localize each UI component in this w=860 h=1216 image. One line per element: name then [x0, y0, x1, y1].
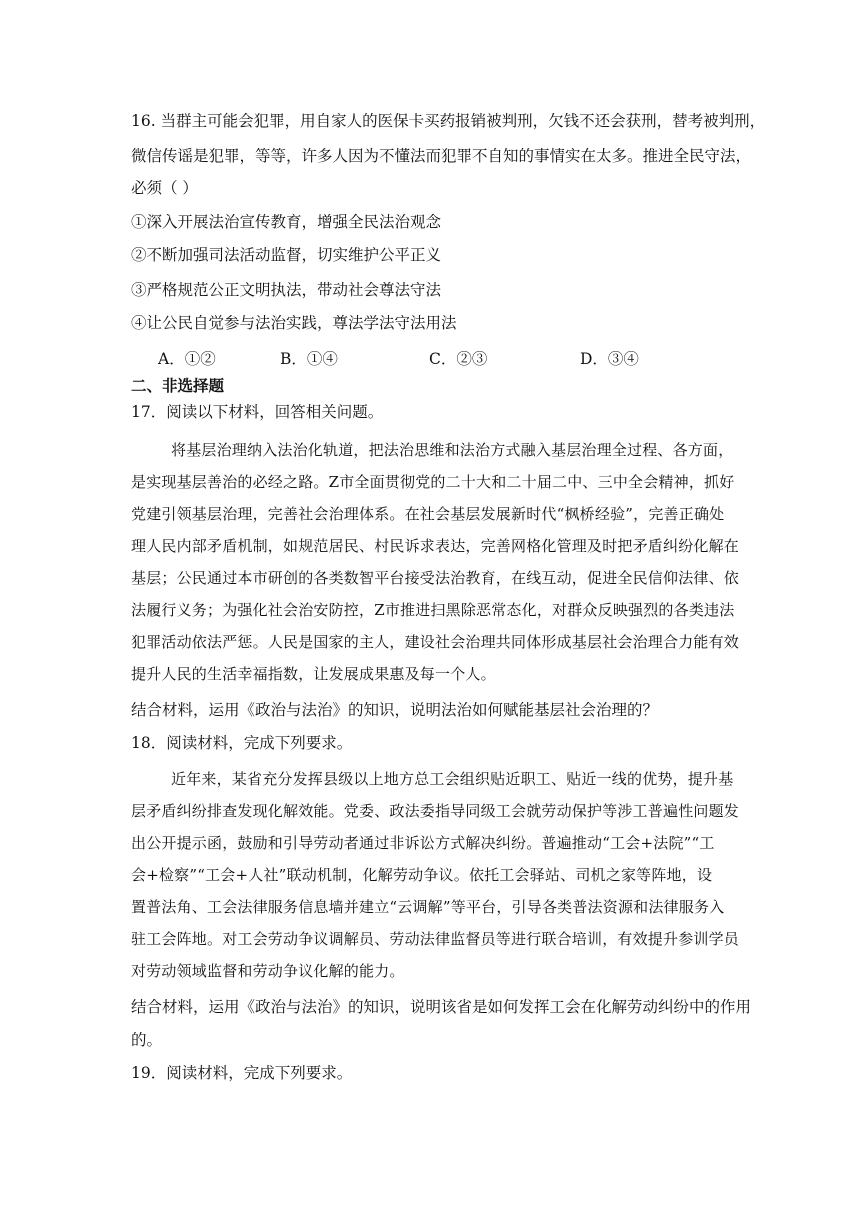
q19-stem: 19．阅读材料，完成下列要求。: [131, 1064, 353, 1082]
q16-item-2: ②不断加强司法活动监督，切实维护公平正义: [131, 246, 442, 264]
option-b: B．①④: [280, 350, 338, 368]
q18-question-line-2: 的。: [131, 1031, 163, 1049]
q16-options: [131, 347, 731, 369]
q18-material-line: 层矛盾纠纷排查发现化解效能。党委、政法委指导同级工会就劳动保护等涉工普遍性问题发: [131, 802, 740, 820]
q18-stem: 18．阅读材料，完成下列要求。: [131, 734, 353, 752]
q18-material-line: 驻工会阵地。对工会劳动争议调解员、劳动法律监督员等进行联合培训，有效提升参训学员: [131, 930, 740, 948]
q17-material-line: 理人民内部矛盾机制，如规范居民、村民诉求表达，完善网格化管理及时把矛盾纠纷化解在: [131, 537, 740, 555]
q17-material-line: 法履行义务；为强化社会治安防控，Z市推进扫黑除恶常态化，对群众反映强烈的各类违法: [131, 601, 735, 619]
q16-stem-line-1: 16. 当群主可能会犯罪，用自家人的医保卡买药报销被判刑，欠钱不还会获刑，替考被判刑，: [131, 112, 766, 130]
q17-material-line: 基层；公民通过本市研创的各类数智平台接受法治教育，在线互动，促进全民信仰法律、依: [131, 569, 740, 587]
q16-item-4: ④让公民自觉参与法治实践，尊法学法守法用法: [131, 314, 457, 332]
option-d: D．③④: [580, 350, 639, 368]
q17-stem: 17．阅读以下材料，回答相关问题。: [131, 403, 384, 421]
q16-item-1: ①深入开展法治宣传教育，增强全民法治观念: [131, 213, 442, 231]
q18-material-line: 出公开提示函，鼓励和引导劳动者通过非诉讼方式解决纠纷。普遍推动“工会+法院”“工: [131, 834, 715, 852]
q18-material-line: 置普法角、工会法律服务信息墙并建立“云调解”等平台，引导各类普法资源和法律服务入: [131, 898, 725, 916]
q18-material-line: 对劳动领域监督和劳动争议化解的能力。: [131, 962, 405, 980]
section-heading: 二、非选择题: [131, 376, 225, 395]
option-c: C．②③: [429, 350, 488, 368]
q17-material-line: 提升人民的生活幸福指数，让发展成果惠及每一个人。: [131, 665, 496, 683]
q16-item-3: ③严格规范公正文明执法，带动社会尊法守法: [131, 281, 442, 299]
q16-stem-line-3: 必须（ ）: [131, 179, 198, 197]
q18-question-line-1: 结合材料，运用《政治与法治》的知识，说明该省是如何发挥工会在化解劳动纠纷中的作用: [131, 998, 752, 1016]
q17-question: 结合材料，运用《政治与法治》的知识，说明法治如何赋能基层社会治理的？: [131, 701, 659, 719]
q17-material-line: 将基层治理纳入法治化轨道，把法治思维和法治方式融入基层治理全过程、各方面，: [171, 441, 734, 459]
q17-material-line: 党建引领基层治理，完善社会治理体系。在社会基层发展新时代“枫桥经验”，完善正确处: [131, 505, 725, 523]
q17-material-line: 犯罪活动依法严惩。人民是国家的主人，建设社会治理共同体形成基层社会治理合力能有效: [131, 633, 740, 651]
q17-material-line: 是实现基层善治的必经之路。Z市全面贯彻党的二十大和二十届二中、三中全会精神，抓好: [131, 473, 735, 491]
option-a: A．①②: [158, 350, 216, 368]
q18-material-line: 会+检察”“工会+人社”联动机制，化解劳动争议。依托工会驿站、司机之家等阵地，设: [131, 866, 713, 884]
q16-stem-line-2: 微信传谣是犯罪，等等，许多人因为不懂法而犯罪不自知的事情实在太多。推进全民守法，: [131, 147, 752, 165]
q18-material-line: 近年来，某省充分发挥县级以上地方总工会组织贴近职工、贴近一线的优势，提升基: [171, 770, 734, 788]
